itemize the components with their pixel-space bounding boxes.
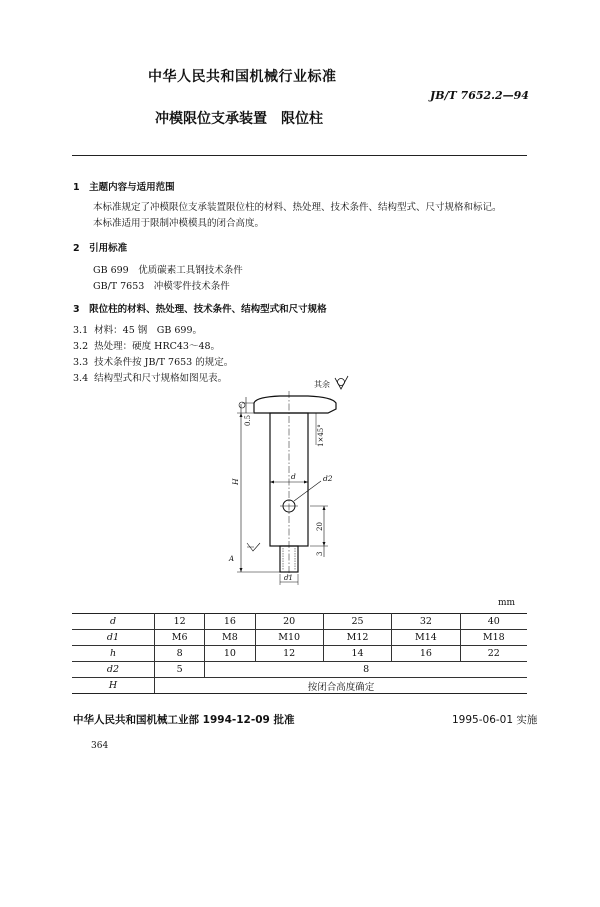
table-cell: 8 [155, 646, 205, 662]
clause-number: 3.4 [73, 373, 89, 384]
table-cell: 10 [205, 646, 255, 662]
dim-H-label: H [231, 478, 240, 485]
header-rule [72, 155, 527, 156]
dim-d1-label: d1 [284, 574, 293, 582]
standard-number: JB/T 7652.2—94 [430, 89, 529, 102]
dim-top-label: 0.5 [244, 414, 252, 426]
clause-3-2 [73, 338, 220, 352]
table-cell: 8 [205, 662, 527, 678]
section-1-line-1: 本标准规定了冲模限位支承装置限位柱的材料、热处理、技术条件、结构型式、尺寸规格和标记。 [93, 202, 502, 213]
row-label: d1 [72, 630, 155, 646]
dimension-table [72, 613, 527, 694]
dim-d-label: d [291, 472, 296, 481]
roughness-note: 其余 [314, 380, 330, 389]
dim-20-label: 20 [316, 522, 324, 531]
table-cell: 16 [205, 614, 255, 630]
clause-number: 3.3 [73, 357, 89, 368]
dim-d2-label: d2 [323, 474, 333, 483]
clause-text: 材料：45 钢 GB 699。 [94, 325, 202, 336]
clause-text: 技术条件按 JB/T 7653 的规定。 [94, 357, 234, 368]
limit-post-drawing [220, 375, 380, 590]
datum-A-label: A [229, 555, 235, 563]
table-cell: 32 [392, 614, 460, 630]
page-number: 364 [91, 741, 109, 751]
section-3-heading: 3 限位柱的材料、热处理、技术条件、结构型式和尺寸规格 [73, 304, 327, 315]
dim-3-label: 3 [316, 551, 324, 556]
table-cell: M6 [155, 630, 205, 646]
section-2-heading: 2 引用标准 [73, 243, 128, 254]
table-cell: 14 [323, 646, 391, 662]
clause-3-1 [73, 322, 202, 336]
approval-line: 中华人民共和国机械工业部 1994-12-09 批准 [73, 714, 295, 726]
document-title: 冲模限位支承装置 限位柱 [155, 111, 323, 127]
reference-gb699: GB 699 优质碳素工具钢技术条件 [93, 265, 243, 276]
clause-3-3 [73, 354, 233, 368]
table-cell: 12 [155, 614, 205, 630]
clause-number: 3.1 [73, 325, 89, 336]
section-1-heading: 1 主题内容与适用范围 [73, 182, 175, 193]
row-label: h [72, 646, 155, 662]
table-unit: mm [498, 598, 516, 608]
post-head [254, 396, 336, 413]
clause-3-4 [73, 370, 227, 384]
row-label: d [72, 614, 155, 630]
reference-gbt7653: GB/T 7653 冲模零件技术条件 [93, 281, 230, 292]
table-cell: 12 [255, 646, 323, 662]
table-cell: M12 [323, 630, 391, 646]
row-label: d2 [72, 662, 155, 678]
table-cell: 40 [460, 614, 527, 630]
table-cell: 22 [460, 646, 527, 662]
table-row [72, 662, 527, 678]
dim-chamfer-label: 1×45° [317, 424, 325, 447]
table-row [72, 646, 527, 662]
clause-text: 结构型式和尺寸规格如图见表。 [94, 373, 228, 384]
clause-text: 热处理：硬度 HRC43～48。 [94, 341, 221, 352]
table-cell: M14 [392, 630, 460, 646]
table-cell: M18 [460, 630, 527, 646]
table-cell: 20 [255, 614, 323, 630]
roughness-symbol-icon [335, 376, 348, 389]
table-cell: 25 [323, 614, 391, 630]
table-row [72, 678, 527, 694]
table-cell: 16 [392, 646, 460, 662]
table-row [72, 630, 527, 646]
table-cell: 5 [155, 662, 205, 678]
table-row [72, 614, 527, 630]
table-cell: 按闭合高度确定 [155, 678, 528, 694]
effective-date: 1995-06-01 实施 [452, 714, 538, 726]
table-cell: M8 [205, 630, 255, 646]
section-symbol-bottom-icon [247, 543, 260, 551]
row-label: H [72, 678, 155, 694]
issuing-body-title: 中华人民共和国机械行业标准 [148, 69, 337, 85]
clause-number: 3.2 [73, 341, 89, 352]
table-cell: M10 [255, 630, 323, 646]
section-1-line-2: 本标准适用于限制冲模模具的闭合高度。 [93, 218, 265, 229]
